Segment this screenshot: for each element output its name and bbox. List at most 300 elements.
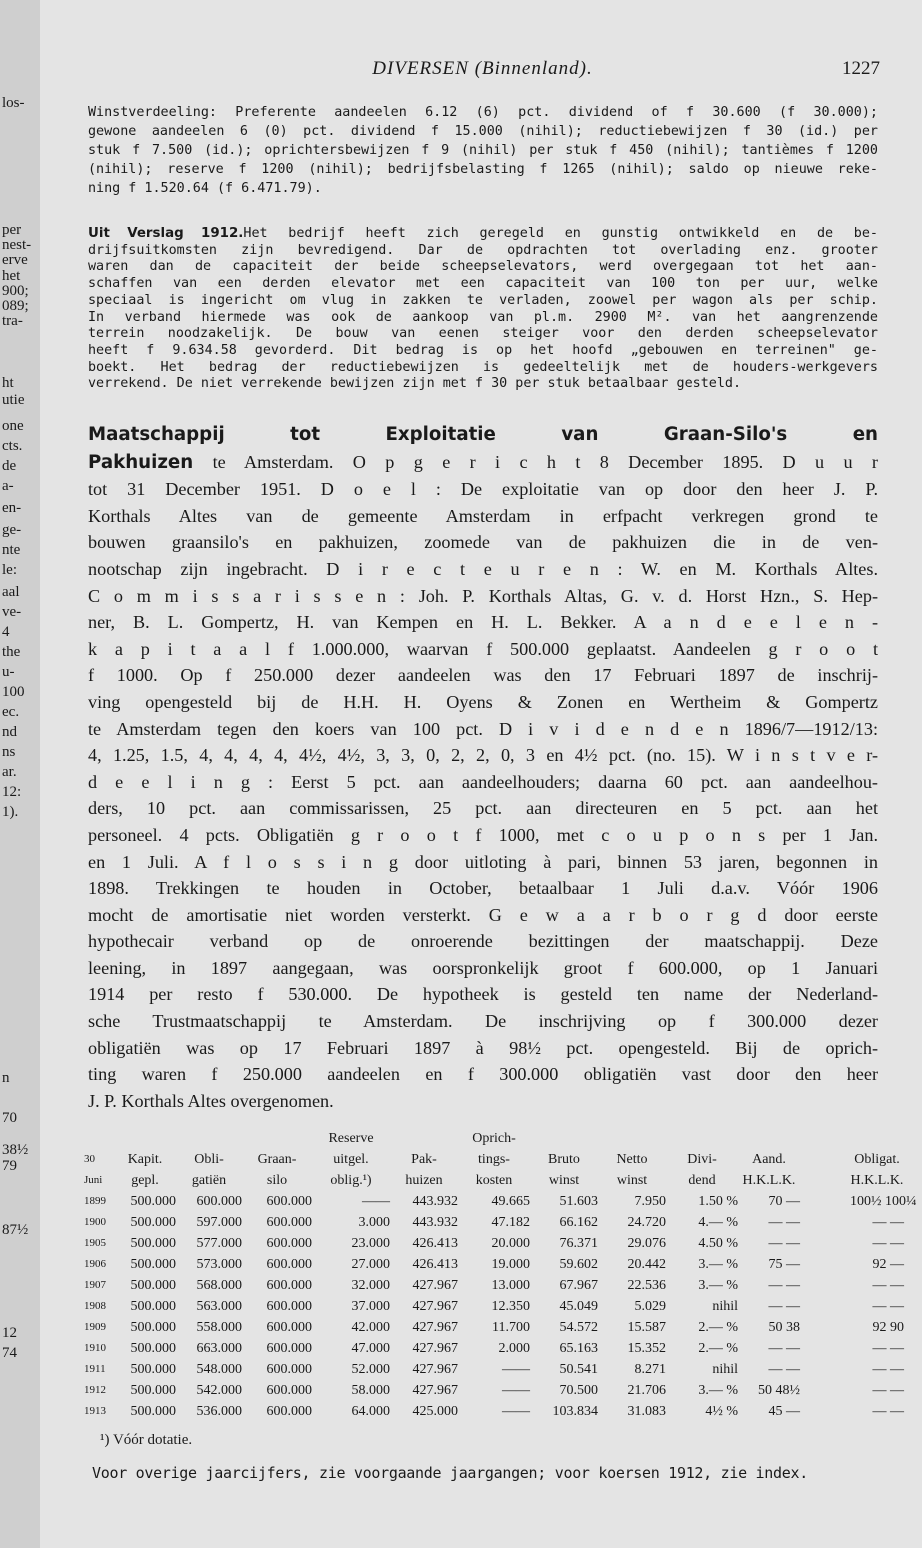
- table-cell: 600.000: [266, 1257, 312, 1272]
- text-line-content: ders, 10 pct. aan commissarissen, 25 pct. aan directeuren en 5 pct. aan het: [88, 798, 878, 819]
- margin-fragment: aal: [2, 584, 20, 600]
- profit-distribution-paragraph: [88, 103, 878, 198]
- table-cell: 568.000: [196, 1278, 242, 1293]
- table-cell: — —: [872, 1341, 904, 1356]
- table-cell: 600.000: [266, 1383, 312, 1398]
- header-cell: Obligat.: [854, 1152, 900, 1167]
- table-cell: 7.950: [634, 1194, 666, 1209]
- table-cell: [800, 1191, 850, 1212]
- margin-fragment: cts.: [2, 438, 23, 454]
- table-cell: — —: [872, 1236, 904, 1251]
- table-cell: 19.000: [491, 1257, 530, 1272]
- table-row: [84, 1380, 904, 1401]
- table-cell: [800, 1317, 850, 1338]
- table-cell: 15.587: [627, 1320, 666, 1335]
- table-cell: 2.000: [498, 1341, 530, 1356]
- text-line: [88, 556, 878, 583]
- margin-fragment: 12:: [2, 784, 22, 800]
- table-cell: — —: [872, 1383, 904, 1398]
- table-row: [84, 1296, 904, 1317]
- table-cell: 500.000: [130, 1362, 176, 1377]
- table-cell: 47.182: [491, 1215, 530, 1230]
- header-cell: [800, 1149, 850, 1170]
- table-cell: 600.000: [266, 1236, 312, 1251]
- text-line: [88, 662, 878, 689]
- table-cell: 427.967: [412, 1362, 458, 1377]
- table-cell: — —: [872, 1299, 904, 1314]
- table-cell: 92 —: [872, 1257, 904, 1272]
- table-cell: 600.000: [266, 1278, 312, 1293]
- header-cell: [800, 1128, 850, 1149]
- text-line: [88, 1061, 878, 1088]
- table-cell: 58.000: [351, 1383, 390, 1398]
- table-cell: 20.000: [491, 1236, 530, 1251]
- margin-fragment: the: [2, 644, 21, 660]
- table-cell: — —: [872, 1278, 904, 1293]
- text-line-content: f 1000. Op f 250.000 dezer aandeelen was den 17 Februari 1897 de inschrij-: [88, 665, 878, 686]
- table-cell: 1.50 %: [698, 1194, 738, 1209]
- table-cell: — —: [768, 1299, 800, 1314]
- header-cell: tings-: [478, 1152, 510, 1167]
- header-cell: oblig.¹): [330, 1173, 372, 1188]
- margin-fragment: utie: [2, 392, 25, 408]
- table-cell: 23.000: [351, 1236, 390, 1251]
- company-name-cont: Pakhuizen: [88, 451, 194, 473]
- table-cell: 3.— %: [698, 1383, 738, 1398]
- header-cell: winst: [616, 1173, 648, 1188]
- table-cell: 558.000: [196, 1320, 242, 1335]
- table-cell: nihil: [712, 1299, 738, 1314]
- text-line-content: leening, in 1897 aangegaan, was oorspronkelijk groot f 600.000, op 1 Januari: [88, 957, 878, 978]
- text-line: [88, 583, 878, 610]
- table-header-row: [84, 1149, 900, 1170]
- table-cell: 663.000: [196, 1341, 242, 1356]
- table-cell: ——: [362, 1194, 390, 1209]
- table-cell: nihil: [712, 1362, 738, 1377]
- text-line-content: d e e l i n g : Eerst 5 pct. aan aandeelhouders; daarna 60 pct. aan aandeelhou-: [88, 771, 878, 792]
- table-cell: 443.932: [412, 1194, 458, 1209]
- text-line-content: ner, B. L. Gompertz, H. van Kempen en H. L. Bekker. A a n d e e l e n -: [88, 612, 878, 633]
- text-line-content: schaffen van een derden elevator met een capaciteit van 100 ton per uur, welke: [88, 276, 878, 292]
- margin-fragment: ht: [2, 375, 14, 391]
- table-cell: 1906: [84, 1258, 106, 1270]
- table-cell: [800, 1254, 850, 1275]
- text-line-content: ting waren f 250.000 aandeelen en f 300.000 obligatiën vast door den heer: [88, 1064, 878, 1085]
- text-line: [88, 981, 878, 1008]
- margin-fragment: ec.: [2, 704, 20, 720]
- text-line: [88, 636, 878, 663]
- table-cell: 500.000: [130, 1215, 176, 1230]
- table-cell: 600.000: [266, 1299, 312, 1314]
- table-cell: 427.967: [412, 1320, 458, 1335]
- text-line: stuk f 7.500 (id.); oprichtersbewijzen f 9 (nihil) per stuk f 450 (nihil); tantièmes f 1200: [88, 143, 878, 158]
- table-cell: 22.536: [627, 1278, 666, 1293]
- table-cell: 600.000: [266, 1362, 312, 1377]
- table-cell: 542.000: [196, 1383, 242, 1398]
- table-footnote: ¹) Vóór dotatie.: [100, 1432, 193, 1448]
- table-row: [84, 1338, 904, 1359]
- header-cell: uitgel.: [333, 1152, 369, 1167]
- margin-fragment: 12: [2, 1325, 17, 1341]
- table-cell: — —: [768, 1341, 800, 1356]
- margin-fragment: a-: [2, 478, 14, 494]
- text-line-content: te Amsterdam. O p g e r i c h t 8 December 1895. D u u r: [193, 451, 878, 472]
- text-line-content: Het bedrijf heeft zich geregeld en gunstig ontwikkeld en de be-: [243, 226, 878, 241]
- table-cell: 42.000: [351, 1320, 390, 1335]
- table-cell: 70 —: [768, 1194, 800, 1209]
- table-cell: — —: [768, 1236, 800, 1251]
- table-cell: 600.000: [266, 1215, 312, 1230]
- table-cell: 64.000: [351, 1404, 390, 1419]
- text-line: [88, 955, 878, 982]
- table-cell: 65.163: [559, 1341, 598, 1356]
- table-cell: 54.572: [559, 1320, 598, 1335]
- text-line-content: 4, 1.25, 1.5, 4, 4, 4, 4, 4½, 4½, 3, 3, 0, 2, 2, 0, 3 en 4½ pct. (no. 15). W i n s t v e r-: [88, 745, 878, 766]
- text-line-content: mocht de amortisatie niet worden versterkt. G e w a a r b o r g d door eerste: [88, 904, 878, 925]
- text-line-content: C o m m i s s a r i s s e n : Joh. P. Korthals Altas, G. v. d. Horst Hzn., S. Hep-: [88, 585, 878, 606]
- table-cell: ——: [502, 1404, 530, 1419]
- text-line: [88, 343, 878, 360]
- table-cell: 500.000: [130, 1299, 176, 1314]
- table-cell: 3.000: [358, 1215, 390, 1230]
- margin-fragment: het: [2, 268, 21, 284]
- text-line-content: drijfsuitkomsten zijn bevredigend. Dar de opdrachten tot overlading enz. grooter: [88, 242, 878, 258]
- text-line: [88, 476, 878, 503]
- table-cell: 573.000: [196, 1257, 242, 1272]
- table-cell: 24.720: [627, 1215, 666, 1230]
- table-cell: — —: [872, 1404, 904, 1419]
- header-cell: gatiën: [191, 1173, 227, 1188]
- table-row: [84, 1254, 904, 1275]
- margin-fragment: 4: [2, 624, 10, 640]
- table-cell: 600.000: [196, 1194, 242, 1209]
- text-line-content: obligatiën was op 17 Februari 1897 à 98½ pct. opengesteld. Bij de oprich-: [88, 1037, 878, 1058]
- header-cell: Divi-: [687, 1152, 717, 1167]
- header-cell: [84, 1128, 114, 1149]
- table-cell: 52.000: [351, 1362, 390, 1377]
- text-line: [88, 875, 878, 902]
- closing-note: Voor overige jaarcijfers, zie voorgaande jaargangen; voor koersen 1912, zie index.: [92, 1464, 808, 1482]
- text-line: [88, 276, 878, 293]
- table-cell: 1913: [84, 1405, 106, 1417]
- text-line: [88, 259, 878, 276]
- header-cell: Bruto: [548, 1152, 580, 1167]
- table-cell: 425.000: [412, 1404, 458, 1419]
- table-cell: 45 —: [768, 1404, 800, 1419]
- table-cell: [800, 1380, 850, 1401]
- table-cell: 47.000: [351, 1341, 390, 1356]
- table-cell: 1905: [84, 1237, 106, 1249]
- text-line-content: hypothecair verband op de onroerende bezittingen der maatschappij. Deze: [88, 931, 878, 952]
- table-cell: 1912: [84, 1384, 106, 1396]
- company-name-line: [88, 421, 878, 449]
- company-entry: [88, 421, 878, 1114]
- table-cell: 49.665: [491, 1194, 530, 1209]
- margin-fragment: los-: [2, 95, 25, 111]
- table-cell: 12.350: [491, 1299, 530, 1314]
- adjacent-page-margin: [0, 0, 40, 1548]
- text-line: [88, 795, 878, 822]
- margin-fragment: 089;: [2, 298, 29, 314]
- text-line-content: 1898. Trekkingen te houden in October, betaalbaar 1 Juli d.a.v. Vóór 1906: [88, 878, 878, 899]
- table-cell: 29.076: [627, 1236, 666, 1251]
- margin-fragment: nd: [2, 724, 17, 740]
- text-line-content: Korthals Altes van de gemeente Amsterdam in erfpacht verkregen grond te: [88, 505, 878, 526]
- table-cell: 1907: [84, 1279, 106, 1291]
- margin-fragment: nte: [2, 542, 21, 558]
- table-cell: 103.834: [552, 1404, 598, 1419]
- table-cell: 5.029: [634, 1299, 666, 1314]
- table-cell: 11.700: [492, 1320, 530, 1335]
- table-cell: 600.000: [266, 1194, 312, 1209]
- table-cell: 67.967: [559, 1278, 598, 1293]
- margin-fragment: ve-: [2, 604, 22, 620]
- table-header-row: [84, 1170, 904, 1191]
- margin-fragment: tra-: [2, 313, 23, 329]
- text-line: [88, 769, 878, 796]
- text-line-content: speciaal is ingericht om vlug in zakken te verladen, zoowel per wagon als per schip.: [88, 292, 878, 308]
- text-line: ning f 1.520.64 (f 6.471.79).: [88, 181, 322, 196]
- text-line: [88, 609, 878, 636]
- margin-fragment: 74: [2, 1345, 17, 1361]
- table-cell: 45.049: [559, 1299, 598, 1314]
- margin-fragment: 900;: [2, 283, 29, 299]
- table-cell: 597.000: [196, 1215, 242, 1230]
- financial-table: [84, 1128, 917, 1422]
- table-cell: — —: [768, 1278, 800, 1293]
- table-row: [84, 1401, 904, 1422]
- table-cell: 20.442: [627, 1257, 666, 1272]
- table-cell: 500.000: [130, 1404, 176, 1419]
- margin-fragment: en-: [2, 500, 22, 516]
- text-line: [88, 503, 878, 530]
- table-cell: 31.083: [627, 1404, 666, 1419]
- table-cell: 92 90: [872, 1320, 904, 1335]
- table-cell: 577.000: [196, 1236, 242, 1251]
- table-cell: 1910: [84, 1342, 106, 1354]
- table-cell: 76.371: [559, 1236, 598, 1251]
- margin-fragment: ar.: [2, 764, 17, 780]
- table-cell: 600.000: [266, 1320, 312, 1335]
- text-line: [88, 360, 878, 377]
- table-cell: 427.967: [412, 1383, 458, 1398]
- header-cell: dend: [688, 1173, 716, 1188]
- table-cell: 8.271: [634, 1362, 666, 1377]
- header-cell: [666, 1128, 738, 1149]
- table-cell: 1911: [84, 1363, 106, 1375]
- margin-fragment: 79: [2, 1158, 17, 1174]
- table-cell: 50 38: [768, 1320, 800, 1335]
- text-line-content: verrekend. De niet verrekende bewijzen zijn met f 30 per stuk betaalbaar gesteld.: [88, 376, 742, 392]
- text-line-content: J. P. Korthals Altes overgenomen.: [88, 1090, 334, 1111]
- table-cell: [800, 1359, 850, 1380]
- header-cell: Juni: [84, 1174, 103, 1186]
- table-cell: 4½ %: [705, 1404, 738, 1419]
- table-cell: 59.602: [559, 1257, 598, 1272]
- table-cell: ——: [502, 1362, 530, 1377]
- text-line-content: bouwen graansilo's en pakhuizen, zoomede van de pakhuizen die in de ven-: [88, 532, 878, 553]
- annual-report-paragraph: [88, 226, 878, 393]
- header-cell: huizen: [405, 1173, 443, 1188]
- header-cell: Oprich-: [472, 1131, 516, 1146]
- header-cell: gepl.: [131, 1173, 159, 1188]
- table-cell: 4.— %: [698, 1215, 738, 1230]
- text-line: [88, 716, 878, 743]
- table-cell: 500.000: [130, 1278, 176, 1293]
- text-line-content: nootschap zijn ingebracht. D i r e c t e u r e n : W. en M. Korthals Altes.: [88, 558, 878, 579]
- table-cell: 500.000: [130, 1257, 176, 1272]
- header-cell: Pak-: [411, 1152, 437, 1167]
- table-cell: 4.50 %: [698, 1236, 738, 1251]
- table-cell: — —: [768, 1362, 800, 1377]
- text-line-content: te Amsterdam tegen den koers van 100 pct. D i v i d e n d e n 1896/7—1912/13:: [88, 718, 878, 739]
- header-cell: [738, 1128, 800, 1149]
- text-line: Winstverdeeling: Preferente aandeelen 6.12 (6) pct. dividend of f 30.600 (f 30.000);: [88, 105, 878, 120]
- table-cell: 500.000: [130, 1383, 176, 1398]
- header-cell: [800, 1170, 850, 1191]
- header-cell: Reserve: [328, 1131, 374, 1146]
- header-cell: 30: [84, 1153, 95, 1165]
- company-name: Maatschappij tot Exploitatie van Graan-Silo's en: [88, 424, 878, 445]
- table-cell: 600.000: [266, 1404, 312, 1419]
- text-line: [88, 822, 878, 849]
- margin-fragment: 87½: [2, 1222, 29, 1238]
- table-cell: [800, 1212, 850, 1233]
- text-line-content: In verband hiermede was ook de aankoop van pl.m. 2900 M². van het aangrenzende: [88, 309, 878, 325]
- text-line: [88, 928, 878, 955]
- table-row: [84, 1317, 904, 1338]
- page-header: [85, 58, 880, 84]
- table-cell: 563.000: [196, 1299, 242, 1314]
- table-cell: 500.000: [130, 1236, 176, 1251]
- margin-fragment: le:: [2, 562, 17, 578]
- margin-fragment: ns: [2, 744, 16, 760]
- table-cell: 500.000: [130, 1194, 176, 1209]
- table-cell: 27.000: [351, 1257, 390, 1272]
- text-line: [88, 902, 878, 929]
- table-cell: [800, 1338, 850, 1359]
- table-cell: 3.— %: [698, 1278, 738, 1293]
- table-cell: 50 48½: [758, 1383, 800, 1398]
- table-header-row: [84, 1128, 884, 1149]
- margin-fragment: ge-: [2, 522, 22, 538]
- margin-fragment: n: [2, 1070, 10, 1086]
- text-line: [88, 849, 878, 876]
- margin-fragment: 38½: [2, 1142, 29, 1158]
- table-cell: 600.000: [266, 1341, 312, 1356]
- table-cell: 427.967: [412, 1341, 458, 1356]
- table-row: [84, 1233, 904, 1254]
- text-line-content: ving opengesteld bij de H.H. H. Oyens & Zonen en Wertheim & Gompertz: [88, 691, 878, 712]
- table-cell: 427.967: [412, 1278, 458, 1293]
- table-cell: ——: [502, 1383, 530, 1398]
- table-cell: [800, 1275, 850, 1296]
- header-cell: H.K.L.K.: [850, 1173, 904, 1188]
- text-line-content: en 1 Juli. A f l o s s i n g door uitloting à pari, binnen 53 jaren, begonnen in: [88, 851, 878, 872]
- margin-fragment: 70: [2, 1110, 17, 1126]
- table-cell: [800, 1296, 850, 1317]
- margin-fragment: erve: [2, 252, 28, 268]
- text-line-content: boekt. Het bedrag der reductiebewijzen is gedeeltelijk met de houders-werkgevers: [88, 359, 878, 375]
- text-line-content: waren dan de capaciteit der beide scheepselevators, werd overgegaan tot het aan-: [88, 259, 878, 275]
- text-line-content: sche Trustmaatschappij te Amsterdam. De inschrijving op f 300.000 dezer: [88, 1011, 878, 1032]
- text-line: [88, 243, 878, 260]
- header-cell: Obli-: [194, 1152, 224, 1167]
- header-cell: H.K.L.K.: [742, 1173, 796, 1188]
- table-cell: 32.000: [351, 1278, 390, 1293]
- table-cell: 426.413: [412, 1236, 458, 1251]
- running-title: DIVERSEN (Binnenland).: [372, 58, 593, 79]
- margin-fragment: one: [2, 418, 24, 434]
- header-cell: Kapit.: [127, 1152, 163, 1167]
- table-cell: 1909: [84, 1321, 106, 1333]
- text-line: [88, 449, 878, 477]
- table-cell: 500.000: [130, 1341, 176, 1356]
- header-cell: [114, 1128, 176, 1149]
- text-line-content: 1914 per resto f 530.000. De hypotheek is gesteld ten name der Nederland-: [88, 984, 878, 1005]
- text-line: [88, 689, 878, 716]
- text-line: [88, 310, 878, 327]
- table-cell: 426.413: [412, 1257, 458, 1272]
- table-cell: 15.352: [627, 1341, 666, 1356]
- header-cell: Aand.: [752, 1152, 786, 1167]
- margin-fragment: 1).: [2, 804, 19, 820]
- table-cell: 3.— %: [698, 1257, 738, 1272]
- table-cell: 443.932: [412, 1215, 458, 1230]
- table-cell: — —: [872, 1362, 904, 1377]
- table-cell: 50.541: [559, 1362, 598, 1377]
- text-line: (nihil); reserve f 1200 (nihil); bedrijfsbelasting f 1265 (nihil); saldo op nieuwe reke-: [88, 162, 878, 177]
- header-cell: [850, 1128, 904, 1149]
- table-row: [84, 1212, 904, 1233]
- table-cell: 500.000: [130, 1320, 176, 1335]
- margin-fragment: per: [2, 222, 22, 238]
- table-cell: 1899: [84, 1195, 106, 1207]
- table-cell: 427.967: [412, 1299, 458, 1314]
- text-line: [88, 293, 878, 310]
- header-cell: Graan-: [257, 1152, 297, 1167]
- table-cell: 66.162: [559, 1215, 598, 1230]
- text-line-content: personeel. 4 pcts. Obligatiën g r o o t f 1000, met c o u p o n s per 1 Jan.: [88, 824, 878, 845]
- header-cell: winst: [548, 1173, 580, 1188]
- header-cell: silo: [266, 1173, 288, 1188]
- table-cell: 13.000: [491, 1278, 530, 1293]
- table-cell: 2.— %: [698, 1320, 738, 1335]
- table-cell: — —: [768, 1215, 800, 1230]
- text-line: [88, 742, 878, 769]
- header-cell: [176, 1128, 242, 1149]
- table-cell: 21.706: [627, 1383, 666, 1398]
- text-line: [88, 226, 878, 243]
- table-cell: 37.000: [351, 1299, 390, 1314]
- text-line-content: terrein noodzakelijk. De bouw van eenen steiger voor den derden scheepselevator: [88, 326, 878, 342]
- table-row: [84, 1359, 904, 1380]
- page-number: 1227: [842, 58, 880, 79]
- header-cell: [242, 1128, 312, 1149]
- report-lead: Uit Verslag 1912.: [88, 226, 244, 241]
- table-cell: 548.000: [196, 1362, 242, 1377]
- table-row: [84, 1191, 917, 1212]
- header-cell: [530, 1128, 598, 1149]
- table-cell: 75 —: [768, 1257, 800, 1272]
- text-line: [88, 376, 878, 393]
- table-cell: [800, 1233, 850, 1254]
- table-row: [84, 1275, 904, 1296]
- text-line: [88, 1008, 878, 1035]
- margin-fragment: nest-: [2, 237, 32, 253]
- text-line-content: tot 31 December 1951. D o e l : De exploitatie van op door den heer J. P.: [88, 479, 878, 500]
- table-cell: 536.000: [196, 1404, 242, 1419]
